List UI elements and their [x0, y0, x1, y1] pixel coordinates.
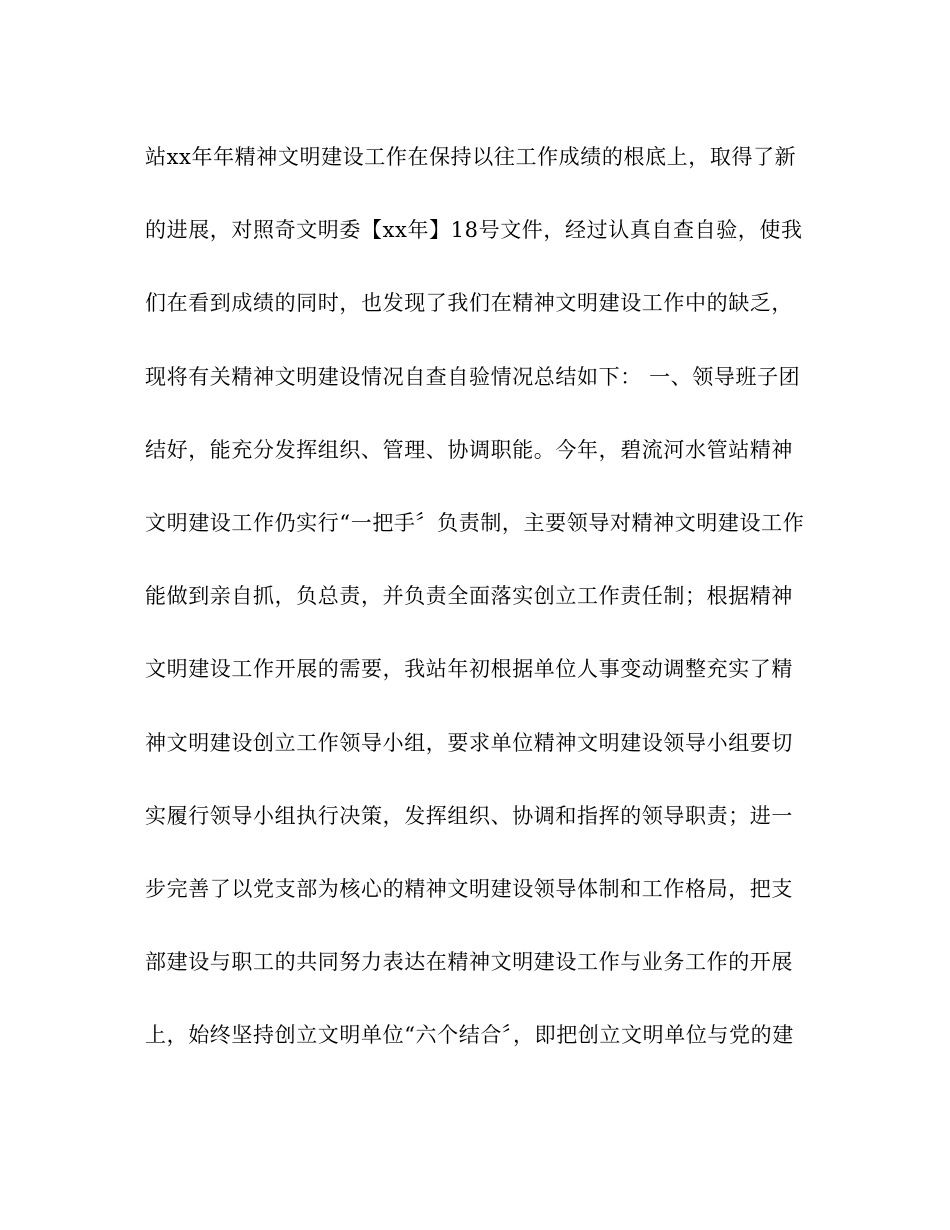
- text-line: 们在看到成绩的同时，也发现了我们在精神文明建设工作中的缺乏，: [145, 291, 793, 316]
- text-line: 文明建设工作仍实行“一把手〞负责制，主要领导对精神文明建设工作: [145, 510, 805, 535]
- text-line: 能做到亲自抓，负总责，并负责全面落实创立工作责任制；根据精神: [145, 584, 793, 609]
- text-line: 步完善了以党支部为核心的精神文明建设领导体制和工作格局，把支: [145, 876, 793, 901]
- text-line: 文明建设工作开展的需要，我站年初根据单位人事变动调整充实了精: [145, 657, 793, 682]
- text-line: 结好，能充分发挥组织、管理、协调职能。今年，碧流河水管站精神: [145, 437, 793, 462]
- text-line: 部建设与职工的共同努力表达在精神文明建设工作与业务工作的开展: [145, 950, 793, 975]
- text-line: 站xx年年精神文明建设工作在保持以往工作成绩的根底上，取得了新: [145, 145, 797, 169]
- body-text: [145, 137, 825, 1088]
- text-line: 上，始终坚持创立文明单位“六个结合〞，即把创立文明单位与党的建: [145, 1023, 794, 1048]
- text-line: 的进展，对照奇文明委【xx年】18号文件，经过认真自查自验，使我: [145, 218, 803, 243]
- text-line: 实履行领导小组执行决策，发挥组织、协调和指挥的领导职责；进一: [145, 803, 793, 828]
- text-line: 现将有关精神文明建设情况自查自验情况总结如下： 一、领导班子团: [145, 364, 801, 389]
- text-line: 神文明建设创立工作领导小组，要求单位精神文明建设领导小组要切: [145, 730, 793, 755]
